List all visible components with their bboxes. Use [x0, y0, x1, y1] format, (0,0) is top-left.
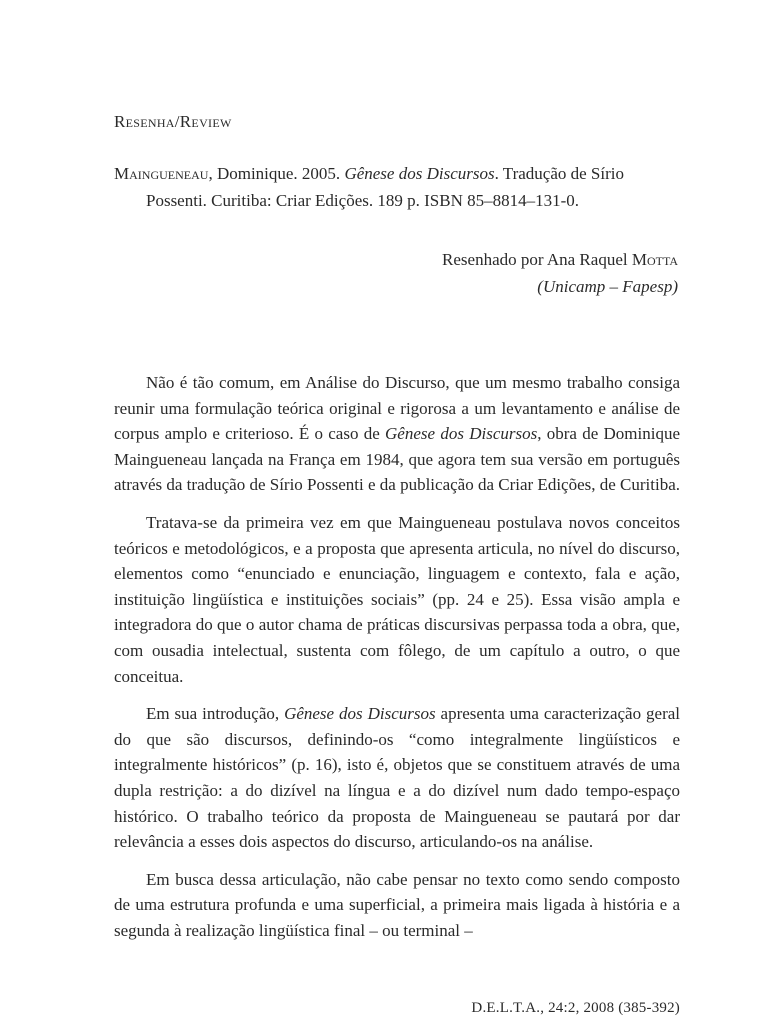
paragraph-2: Tratava-se da primeira vez em que Maingueneau postulava novos conceitos teóricos e metodológicos, e a proposta que apresenta articula, no nível do discurso, elementos como “enunciado e enunciação, linguagem e contexto, fala e ação, instituição lingüística e instituições sociais” (pp. 24 e 25). Essa visão ampla e integradora do que o autor chama de práticas discursivas perpassa toda a obra, que, com ousadia intelectual, sustenta com fôlego, de um capítulo a outro, o que conceitua. — [114, 512, 680, 686]
reviewer-affiliation: (Unicamp – Fapesp) — [537, 277, 678, 296]
section-label: Resenha/Review — [114, 112, 232, 131]
citation-author-details: , Dominique. 2005. — [208, 164, 345, 183]
paragraph-1-text-b: , obra de Dominique Maingueneau lançada na França em 1984, que agora tem sua versão em português através da tradução de Sírio Possenti e da publicação da Criar Edições, de Curitiba. — [114, 424, 681, 495]
reviewer-block — [442, 246, 678, 300]
paragraph-1-book-title: Gênese dos Discursos — [385, 424, 538, 444]
citation-publication-details: . Tradução de Sírio Possenti. Curitiba: Criar Edições. 189 p. ISBN 85–8814–131-0. — [146, 164, 624, 210]
reviewer-line — [442, 246, 678, 273]
paragraph-3 — [114, 701, 680, 855]
citation-book-title: Gênese dos Discursos — [344, 164, 495, 183]
journal-reference-footer: D.E.L.T.A., 24:2, 2008 (385-392) — [471, 1000, 680, 1016]
paragraph-3-book-title: Gênese dos Discursos — [284, 704, 436, 724]
bibliographic-citation — [114, 160, 680, 214]
paragraph-3-text-b: apresenta uma caracterização geral do que são discursos, definindo-os “como integralmente lingüísticos e integralmente históricos” (p. 16), isto é, objetos que se constituem através de uma dupla restrição: a do dizível na língua e a do dizível num dado tempo-espaço histórico. O trabalho teórico da proposta de Maingueneau se pautará por dar relevância a esses dois aspectos do discurso, articulando-os na análise. — [114, 704, 680, 852]
paragraph-1-text-a: Não é tão comum, em Análise do Discurso, que um mesmo trabalho consiga reunir uma formulação teórica original e rigorosa a um levantamento e análise de corpus amplo e criterioso. É o caso de — [114, 373, 680, 444]
review-body — [114, 370, 680, 955]
paragraph-4: Em busca dessa articulação, não cabe pensar no texto como sendo composto de uma estrutura profunda e uma superficial, a primeira mais ligada à história e a segunda à realização lingüística final – ou terminal – — [114, 869, 680, 940]
reviewer-prefix: Resenhado por Ana Raquel — [442, 250, 632, 269]
citation-author-surname: Maingueneau — [114, 164, 209, 183]
reviewer-surname: Motta — [631, 250, 678, 269]
paragraph-3-text-a: Em sua introdução, — [146, 704, 285, 724]
paragraph-1 — [114, 370, 680, 498]
